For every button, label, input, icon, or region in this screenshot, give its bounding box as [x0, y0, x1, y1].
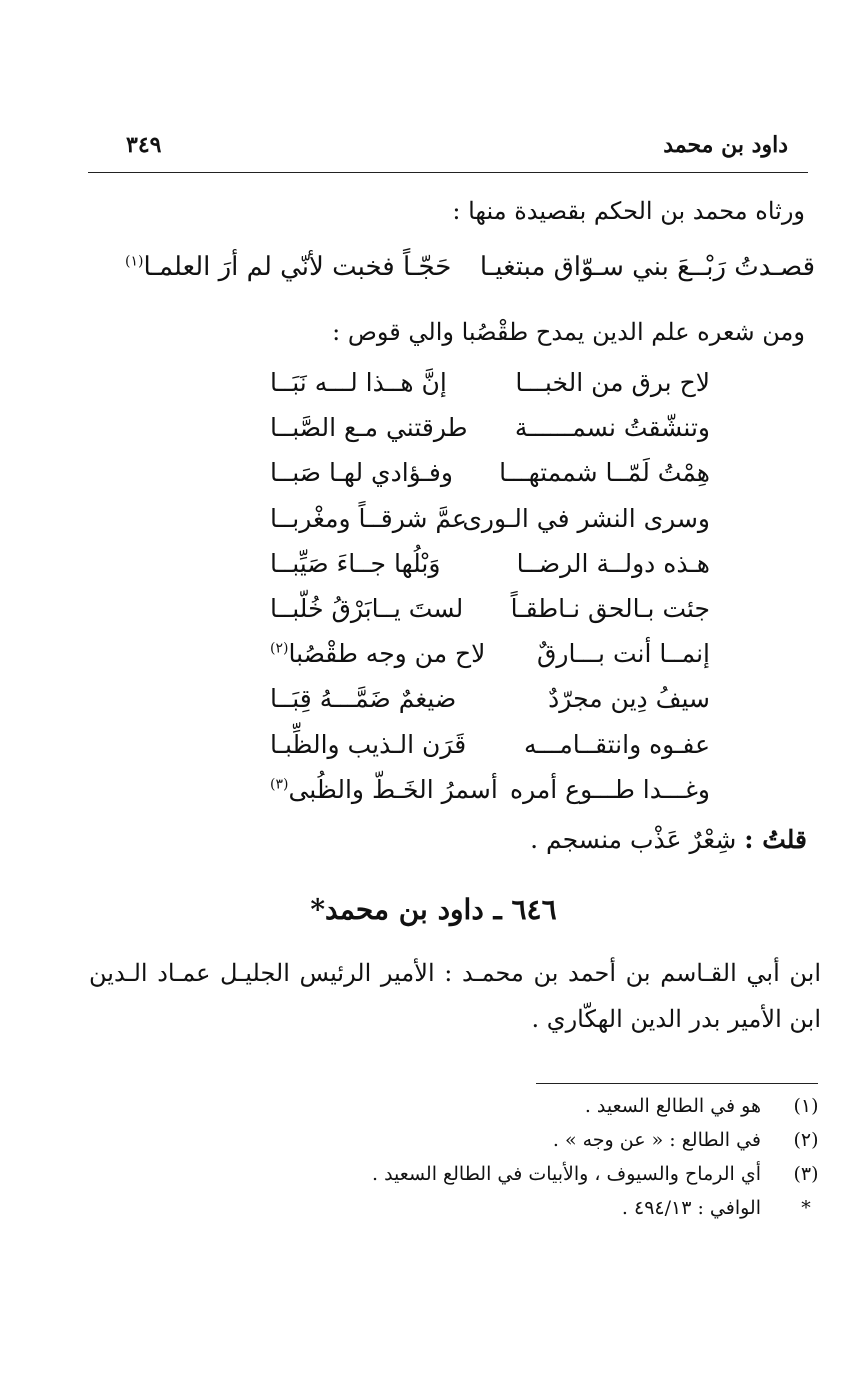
- footnote-mark: (٣): [793, 1163, 819, 1185]
- poem-couplet: [260, 549, 720, 594]
- poem-first-hemistich: عفـوه وانتقــامـــه: [523, 729, 710, 759]
- poem-second-hemistich-text: إنَّ هــذا لـــه نَبَــا: [270, 368, 447, 397]
- poem-second-hemistich: [270, 413, 468, 442]
- elegy-second-hemistich: [125, 252, 451, 282]
- footnote-item: [121, 1197, 821, 1231]
- poem-second-hemistich-text: لاح من وجه طقْصُبا: [288, 639, 486, 669]
- footnotes: [121, 1095, 821, 1231]
- footnote-text: الوافي : ٤٩٤/١٣ .: [621, 1197, 761, 1219]
- footnote-ref: (٣): [270, 776, 289, 793]
- page-number: ٣٤٩: [126, 132, 162, 158]
- footnote-ref: (١): [125, 253, 144, 270]
- poem-second-hemistich-text: وفـؤادي لهـا صَبــا: [270, 458, 453, 488]
- footnote-ref: (٢): [270, 640, 289, 657]
- biography-paragraph: ابن أبي القـاسم بن أحمد بن محمـد : الأمير الرئيس الجليـل عمـاد الـدين ابن الأمير بدر الدين الهكّاري .: [89, 959, 821, 1033]
- elegy-second-hemistich-text: حَجّـاً فخبت لأنّي لم أرَ العلمـا: [143, 252, 452, 282]
- poem-first-hemistich: سيفُ دِين مجرّدٌ: [548, 684, 710, 714]
- poem-couplet: [260, 458, 720, 503]
- poem-second-hemistich: [270, 775, 498, 804]
- poem-first-hemistich: هِمْتُ لَمّــا شممتهـــا: [499, 458, 710, 488]
- poem-first-hemistich: إنمــا أنت بـــارقٌ: [537, 639, 710, 669]
- poem-second-hemistich-text: ضيغمٌ ضَمَّـــهُ قِبَــا: [270, 684, 457, 714]
- poem-second-hemistich: [270, 639, 485, 668]
- poem-second-hemistich: [270, 368, 447, 397]
- praise-intro-line: ومن شعره علم الدين يمدح طقْصُبا والي قوص :: [332, 318, 805, 346]
- poem-second-hemistich-text: وَبْلُها جــاءَ صَيِّبــا: [270, 548, 441, 578]
- footnote-item: [121, 1163, 821, 1197]
- poem-first-hemistich: هـذه دولــة الرضــا: [516, 548, 710, 578]
- poem-second-hemistich: [270, 504, 467, 533]
- elegy-first-hemistich: قصـدتُ رَبْــعَ بني سـوّاق مبتغيـا: [479, 252, 815, 282]
- poem-couplet: [260, 504, 720, 549]
- running-head-title: داود بن محمد: [663, 132, 788, 158]
- poem-first-hemistich: وغـــدا طـــوع أمره: [509, 774, 710, 804]
- footnote-text: هو في الطالع السعيد .: [584, 1095, 761, 1117]
- running-head: [88, 132, 788, 172]
- poem-second-hemistich: [270, 549, 440, 578]
- poem-first-hemistich: جئت بـالحق نـاطقـاً: [510, 593, 710, 623]
- poem-second-hemistich: [270, 730, 466, 759]
- footnote-item: [121, 1129, 821, 1163]
- poem-first-hemistich: وتنشّقتُ نسمــــــة: [514, 413, 710, 443]
- poem-second-hemistich-text: طرقتني مـع الصَّبــا: [270, 413, 468, 443]
- entry-heading: ٦٤٦ ـ داود بن محمد*: [310, 893, 557, 926]
- poem-second-hemistich-text: أسمرُ الخَـطّ والظُبى: [288, 774, 498, 804]
- poem-second-hemistich-text: قَرَن الـذيب والظِّبـا: [270, 729, 467, 759]
- footnote-item: [121, 1095, 821, 1129]
- footnote-text: في الطالع : « عن وجه » .: [552, 1129, 761, 1151]
- poem-second-hemistich: [270, 594, 463, 623]
- footnote-text: أي الرماح والسيوف ، والأبيات في الطالع السعيد .: [372, 1163, 761, 1185]
- footnote-divider: [536, 1083, 818, 1084]
- elegy-intro-line: ورثاه محمد بن الحكم بقصيدة منها :: [452, 197, 805, 225]
- remark-text: شِعْرٌ عَذْب منسجم .: [530, 825, 737, 854]
- poem-couplet: [260, 730, 720, 775]
- poem-first-hemistich: وسرى النشر في الـورى: [462, 503, 710, 533]
- poem: [260, 368, 720, 820]
- footnote-mark: (٢): [793, 1129, 819, 1151]
- poem-second-hemistich: [270, 458, 453, 487]
- header-divider: [88, 172, 808, 173]
- poem-couplet: [260, 639, 720, 684]
- poem-first-hemistich: لاح برق من الخبـــا: [515, 368, 710, 397]
- poem-second-hemistich: [270, 684, 456, 713]
- footnote-mark: (١): [793, 1095, 819, 1117]
- poem-couplet: [260, 775, 720, 820]
- remark-label: قلتُ :: [744, 825, 807, 854]
- poem-second-hemistich-text: لستَ يــابَرْقُ خُلّبــا: [270, 593, 464, 623]
- footnote-mark: *: [801, 1197, 811, 1219]
- elegy-verse: [125, 252, 815, 296]
- poem-couplet: [260, 368, 720, 413]
- author-remark: [530, 825, 807, 854]
- poem-couplet: [260, 684, 720, 729]
- poem-couplet: [260, 413, 720, 458]
- poem-couplet: [260, 594, 720, 639]
- poem-second-hemistich-text: عمَّ شرقــاً ومغْربــا: [270, 503, 467, 533]
